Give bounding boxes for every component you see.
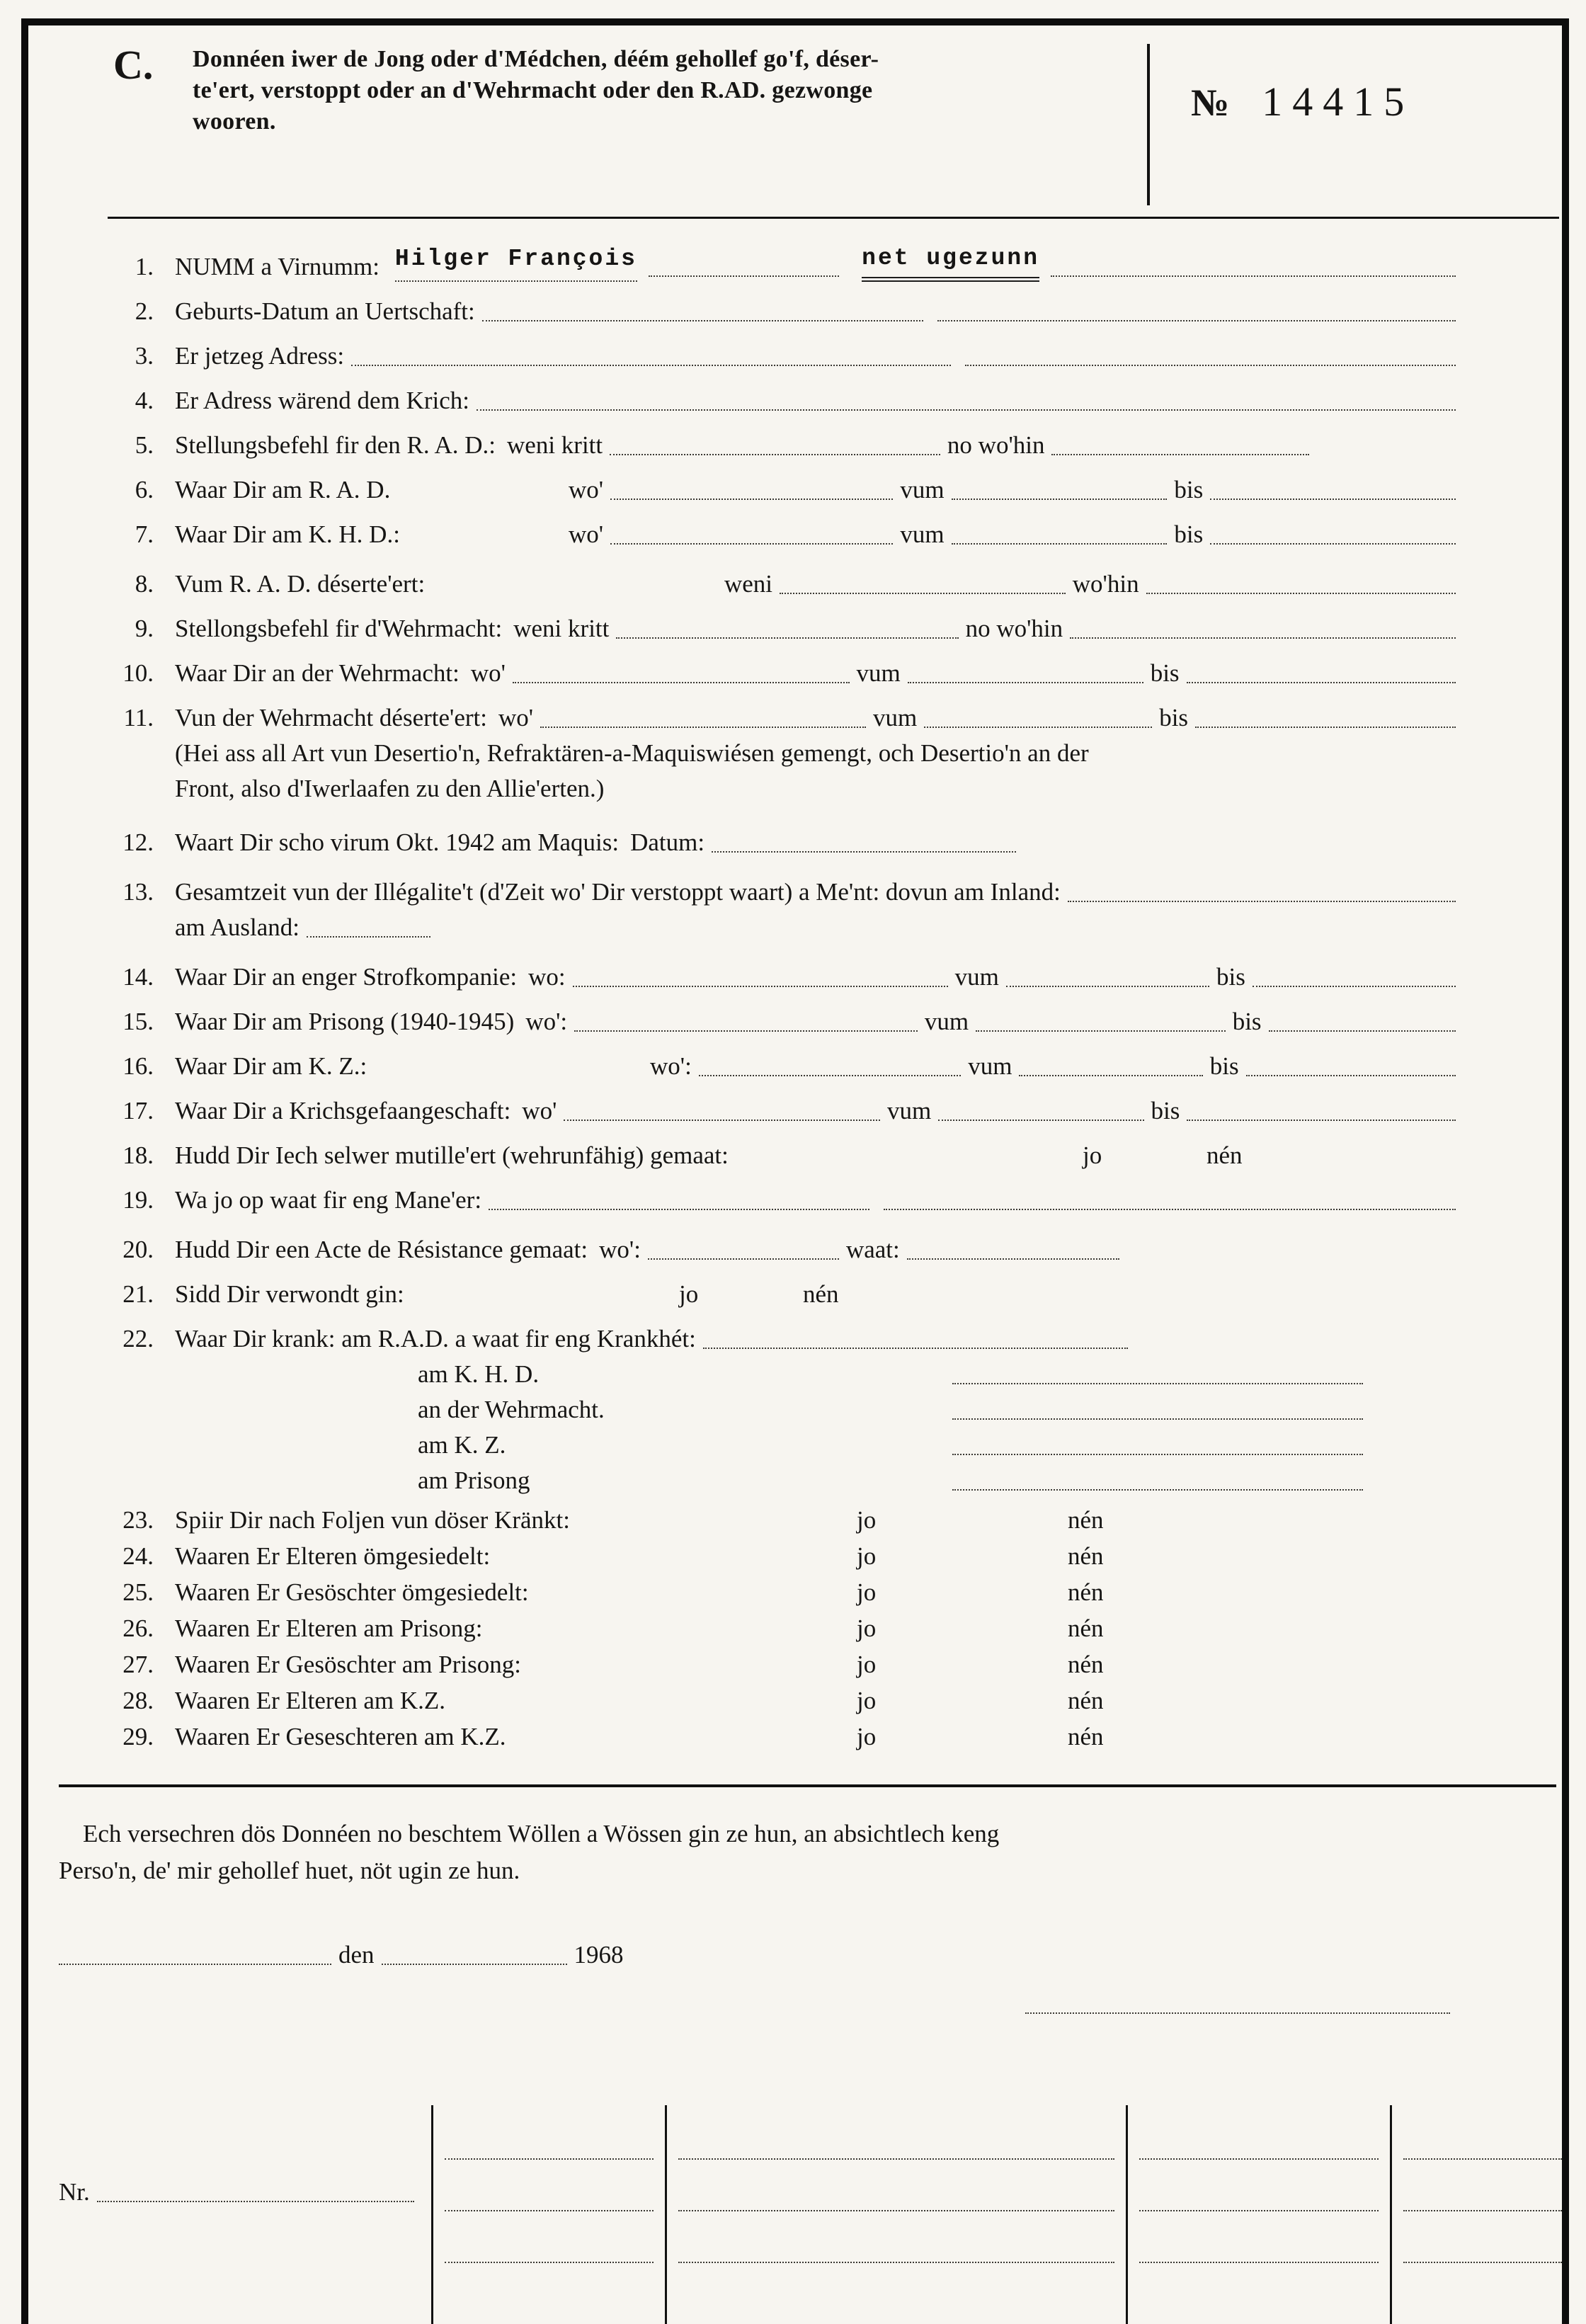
field-label: waat: [845, 1236, 900, 1263]
item-number: 16. [122, 1052, 154, 1080]
form-item-13 [110, 876, 1463, 908]
item-label: Stellongsbefehl fir d'Wehrmacht: [175, 615, 503, 642]
dotted-line [477, 409, 1456, 411]
document-number-value: 14415 [1262, 79, 1415, 125]
section-letter: C. [113, 42, 154, 88]
field-label: bis [1174, 476, 1204, 503]
dotted-line [482, 320, 923, 321]
document-number [1191, 44, 1414, 205]
jo-option: jo [857, 1506, 877, 1534]
dotted-line [513, 682, 850, 683]
form-item-24 [110, 1540, 1463, 1573]
item-label: Waaren Er Elteren am Prisong: [175, 1614, 483, 1642]
nen-option: nén [1068, 1723, 1104, 1750]
item-number: 19. [122, 1186, 154, 1214]
form-item-23 [110, 1504, 1463, 1537]
numero-sign: № [1191, 81, 1230, 124]
field-label: vum [900, 476, 945, 503]
item-label: Vun der Wehrmacht déserte'ert: [175, 704, 487, 731]
nr-cell [59, 2105, 431, 2324]
item-label: NUMM a Virnumm: [175, 253, 380, 280]
table-dotted-row [678, 2108, 1114, 2160]
field-label: vum [873, 704, 918, 731]
field-label: vum [968, 1052, 1012, 1080]
nr-label: Nr. [59, 2178, 90, 2206]
dotted-line [1210, 543, 1456, 545]
field-label: no wo'hin [947, 431, 1045, 459]
dotted-line [564, 1120, 880, 1121]
signature-dotted-line [1025, 2012, 1450, 2014]
dotted-line [952, 1383, 1363, 1384]
item-22-subline [110, 1358, 1463, 1391]
dotted-line [351, 365, 951, 366]
field-label: weni kritt [513, 615, 610, 642]
typed-name-entry: Hilger François [395, 243, 637, 282]
item-number: 18. [122, 1141, 154, 1169]
dotted-line [610, 454, 940, 455]
item-number: 3. [135, 342, 154, 370]
item-13-second-line [110, 911, 1463, 944]
dotted-line [1146, 593, 1456, 594]
item-label: Waaren Er Geseschteren am K.Z. [175, 1723, 506, 1750]
table-column [1390, 2105, 1573, 2324]
item-number: 2. [135, 297, 154, 325]
form-item-18 [110, 1139, 1463, 1172]
table-dotted-row [445, 2160, 654, 2211]
field-label: bis [1151, 1097, 1180, 1124]
form-item-20 [110, 1234, 1463, 1266]
item-11-note-line [110, 737, 1463, 770]
dotted-line [965, 365, 1456, 366]
item-number: 9. [135, 615, 154, 642]
item-label: Waar Dir am Prisong (1940-1945) [175, 1008, 515, 1035]
item-number: 11. [123, 704, 154, 731]
item-number: 7. [135, 520, 154, 548]
table-dotted-row [1139, 2211, 1379, 2263]
field-label: am Ausland: [175, 913, 299, 941]
dotted-line [382, 1964, 567, 1965]
field-label: wo'hin [1072, 570, 1139, 598]
form-item-9 [110, 613, 1463, 645]
dotted-line [59, 1964, 331, 1965]
dotted-line [937, 320, 1456, 321]
table-dotted-row [1403, 2108, 1562, 2160]
item-label: Waaren Er Elteren am K.Z. [175, 1687, 445, 1714]
jo-option: jo [679, 1280, 699, 1308]
form-item-6 [110, 474, 1463, 506]
jo-option: jo [857, 1723, 877, 1750]
item-number: 15. [122, 1008, 154, 1035]
table-dotted-row [678, 2160, 1114, 2211]
dotted-line [699, 1075, 961, 1076]
field-label: wo': [525, 1008, 568, 1035]
form-item-11 [110, 702, 1463, 734]
dotted-line [610, 499, 893, 500]
table-dotted-row [1139, 2160, 1379, 2211]
nen-option: nén [1068, 1578, 1104, 1606]
form-item-27 [110, 1648, 1463, 1681]
table-dotted-row [1403, 2160, 1562, 2211]
dotted-line [648, 1258, 839, 1260]
item-22-subline [110, 1429, 1463, 1462]
nen-option: nén [803, 1280, 839, 1308]
dotted-line [616, 637, 958, 639]
field-label: wo: [528, 963, 566, 991]
form-item-8 [110, 568, 1463, 600]
note-text: (Hei ass all Art vun Desertio'n, Refraktären-a-Maquiswiésen gemengt, och Desertio'n an der [175, 739, 1089, 767]
dotted-line [1006, 986, 1209, 987]
item-number: 12. [122, 828, 154, 856]
field-label: wo' [470, 659, 506, 687]
field-label: wo' [569, 476, 604, 503]
jo-option: jo [1083, 1141, 1102, 1169]
dotted-line [1019, 1075, 1202, 1076]
form-content [28, 25, 1562, 2324]
form-item-14 [110, 961, 1463, 993]
nen-option: nén [1068, 1614, 1104, 1642]
dotted-line [307, 936, 430, 938]
dotted-line [1195, 727, 1456, 728]
field-label: wo' [498, 704, 534, 731]
form-header [28, 25, 1562, 205]
dotted-line [1051, 454, 1308, 455]
typed-note-entry: net ugezunn [862, 242, 1039, 282]
dotted-line [952, 543, 1168, 545]
form-item-17 [110, 1095, 1463, 1127]
field-label: Datum: [630, 828, 705, 856]
dotted-line [1253, 986, 1456, 987]
item-label: Vum R. A. D. déserte'ert: [175, 570, 426, 598]
item-label: Geburts-Datum an Uertschaft: [175, 297, 475, 325]
signature-line-row [110, 2012, 1463, 2020]
dotted-line [884, 1209, 1456, 1210]
dotted-line [540, 727, 866, 728]
form-item-12 [110, 826, 1463, 859]
field-label: wo' [522, 1097, 557, 1124]
table-dotted-row [678, 2211, 1114, 2263]
section-divider [59, 1784, 1556, 1787]
jo-option: jo [857, 1651, 877, 1678]
dotted-line [97, 2201, 414, 2202]
year-value: 1968 [574, 1941, 624, 1969]
dotted-line [703, 1348, 1128, 1349]
dotted-line [712, 851, 1016, 853]
item-number: 4. [135, 387, 154, 414]
field-label: wo': [650, 1052, 692, 1080]
form-item-29 [110, 1721, 1463, 1753]
dotted-line [1269, 1030, 1456, 1032]
dotted-line [1210, 499, 1456, 500]
item-number: 5. [135, 431, 154, 459]
item-label: Gesamtzeit vun der Illégalite't (d'Zeit wo' Dir verstoppt waart) a Me'nt: dovun am Inland: [175, 878, 1061, 906]
dotted-line [1068, 901, 1456, 902]
item-number: 28. [122, 1687, 154, 1714]
item-number: 29. [122, 1723, 154, 1750]
field-label: weni [724, 570, 773, 598]
table-column [431, 2105, 665, 2324]
declaration [59, 1816, 1463, 1889]
dotted-line [952, 499, 1168, 500]
item-22-subline [110, 1394, 1463, 1426]
date-line [59, 1939, 1463, 1971]
form-items [28, 219, 1562, 2324]
form-item-5 [110, 429, 1463, 462]
dotted-line [780, 593, 1066, 594]
field-label: vum [856, 659, 901, 687]
item-label: Wa jo op waat fir eng Mane'er: [175, 1186, 482, 1214]
item-label: Spiir Dir nach Foljen vun döser Kränkt: [175, 1506, 570, 1534]
form-item-19 [110, 1184, 1463, 1217]
declaration-line: Ech versechren dös Donnéen no beschtem Wöllen a Wössen gin ze hun, an absichtlech keng [83, 1820, 1000, 1847]
item-number: 25. [122, 1578, 154, 1606]
form-item-21 [110, 1278, 1463, 1311]
field-label: vum [900, 520, 945, 548]
item-number: 8. [135, 570, 154, 598]
field-label: wo' [569, 520, 604, 548]
form-item-10 [110, 657, 1463, 690]
dotted-line [952, 1489, 1363, 1491]
form-item-26 [110, 1612, 1463, 1645]
dotted-line [649, 275, 839, 277]
item-label: Waaren Er Gesöschter am Prisong: [175, 1651, 521, 1678]
den-label: den [338, 1941, 375, 1969]
item-number: 10. [122, 659, 154, 687]
header-description-line: Donnéen iwer de Jong oder d'Médchen, déém gehollef go'f, déser- [193, 46, 879, 72]
dotted-line [1246, 1075, 1456, 1076]
dotted-line [573, 986, 948, 987]
item-number: 1. [135, 253, 154, 280]
field-label: bis [1232, 1008, 1262, 1035]
form-item-7 [110, 518, 1463, 551]
table-dotted-row [1139, 2108, 1379, 2160]
item-number: 22. [122, 1325, 154, 1352]
footer-table [59, 2105, 1494, 2324]
jo-option: jo [857, 1578, 877, 1606]
dotted-line [1187, 1120, 1456, 1121]
table-dotted-row [445, 2211, 654, 2263]
table-dotted-row [1403, 2211, 1562, 2263]
sub-label: am Prisong [418, 1466, 530, 1494]
field-label: bis [1159, 704, 1189, 731]
item-label: Waar Dir am R. A. D. [175, 476, 391, 503]
header-description-line: te'ert, verstoppt oder an d'Wehrmacht oder den R.AD. gezwonge [193, 77, 873, 103]
dotted-line [952, 1418, 1363, 1420]
table-column [1126, 2105, 1390, 2324]
item-label: Waar Dir am K. Z.: [175, 1052, 367, 1080]
header-description [193, 44, 1113, 205]
field-label: vum [887, 1097, 932, 1124]
field-label: bis [1209, 1052, 1239, 1080]
item-number: 27. [122, 1651, 154, 1678]
dotted-line [610, 543, 893, 545]
item-number: 21. [122, 1280, 154, 1308]
item-22-subline [110, 1464, 1463, 1497]
field-label: bis [1174, 520, 1204, 548]
item-label: Er Adress wärend dem Krich: [175, 387, 469, 414]
form-item-22 [110, 1323, 1463, 1355]
form-item-25 [110, 1576, 1463, 1609]
item-label: Sidd Dir verwondt gin: [175, 1280, 404, 1308]
field-label: weni kritt [507, 431, 603, 459]
item-number: 23. [122, 1506, 154, 1534]
sub-label: am K. H. D. [418, 1360, 540, 1388]
dotted-line [1070, 637, 1456, 639]
nen-option: nén [1068, 1687, 1104, 1714]
dotted-line [976, 1030, 1226, 1032]
nen-option: nén [1068, 1506, 1104, 1534]
dotted-line [938, 1120, 1143, 1121]
dotted-line [574, 1030, 918, 1032]
item-number: 14. [122, 963, 154, 991]
item-label: Hudd Dir Iech selwer mutille'ert (wehrunfähig) gemaat: [175, 1141, 729, 1169]
item-number: 6. [135, 476, 154, 503]
item-label: Waart Dir scho virum Okt. 1942 am Maquis: [175, 828, 620, 856]
dotted-line [924, 727, 1152, 728]
item-number: 13. [122, 878, 154, 906]
item-label: Waaren Er Elteren ömgesiedelt: [175, 1542, 491, 1570]
form-item-4 [110, 385, 1463, 417]
form-item-3 [110, 340, 1463, 372]
item-11-note-line [110, 773, 1463, 805]
field-label: bis [1150, 659, 1180, 687]
sub-label: an der Wehrmacht. [418, 1396, 605, 1423]
dotted-line [1051, 275, 1456, 277]
field-label: bis [1216, 963, 1245, 991]
item-label: Stellungsbefehl fir den R. A. D.: [175, 431, 496, 459]
jo-option: jo [857, 1687, 877, 1714]
nr-row [59, 2176, 421, 2209]
item-number: 17. [122, 1097, 154, 1124]
item-label: Waar Dir a Krichsgefaangeschaft: [175, 1097, 511, 1124]
item-label: Er jetzeg Adress: [175, 342, 345, 370]
item-label: Waaren Er Gesöschter ömgesiedelt: [175, 1578, 529, 1606]
item-label: Waar Dir an enger Strofkompanie: [175, 963, 518, 991]
item-number: 26. [122, 1614, 154, 1642]
nen-option: nén [1068, 1542, 1104, 1570]
form-item-1 [110, 242, 1463, 283]
field-label: no wo'hin [965, 615, 1063, 642]
dotted-line [908, 682, 1143, 683]
field-label: wo': [599, 1236, 641, 1263]
form-item-2 [110, 295, 1463, 328]
item-label: Waar Dir an der Wehrmacht: [175, 659, 460, 687]
form-item-15 [110, 1006, 1463, 1038]
header-divider [1147, 44, 1150, 205]
header-description-line: wooren. [193, 108, 276, 135]
jo-option: jo [857, 1542, 877, 1570]
table-column [665, 2105, 1126, 2324]
item-label: Waar Dir am K. H. D.: [175, 520, 400, 548]
form-item-16 [110, 1050, 1463, 1083]
item-number: 24. [122, 1542, 154, 1570]
note-text: Front, also d'Iwerlaafen zu den Allie'erten.) [175, 775, 605, 802]
field-label: vum [954, 963, 999, 991]
item-number: 20. [122, 1236, 154, 1263]
declaration-line: Perso'n, de' mir gehollef huet, nöt ugin ze hun. [59, 1857, 520, 1884]
sub-label: am K. Z. [418, 1431, 506, 1459]
item-label: Waar Dir krank: am R.A.D. a waat fir eng Krankhét: [175, 1325, 696, 1352]
table-dotted-row [445, 2108, 654, 2160]
dotted-line [489, 1209, 869, 1210]
nen-option: nén [1068, 1651, 1104, 1678]
item-label: Hudd Dir een Acte de Résistance gemaat: [175, 1236, 588, 1263]
dotted-line [952, 1454, 1363, 1455]
jo-option: jo [857, 1614, 877, 1642]
form-item-28 [110, 1685, 1463, 1717]
field-label: vum [924, 1008, 969, 1035]
dotted-line [1187, 682, 1456, 683]
nen-option: nén [1206, 1141, 1243, 1169]
dotted-line [907, 1258, 1119, 1260]
